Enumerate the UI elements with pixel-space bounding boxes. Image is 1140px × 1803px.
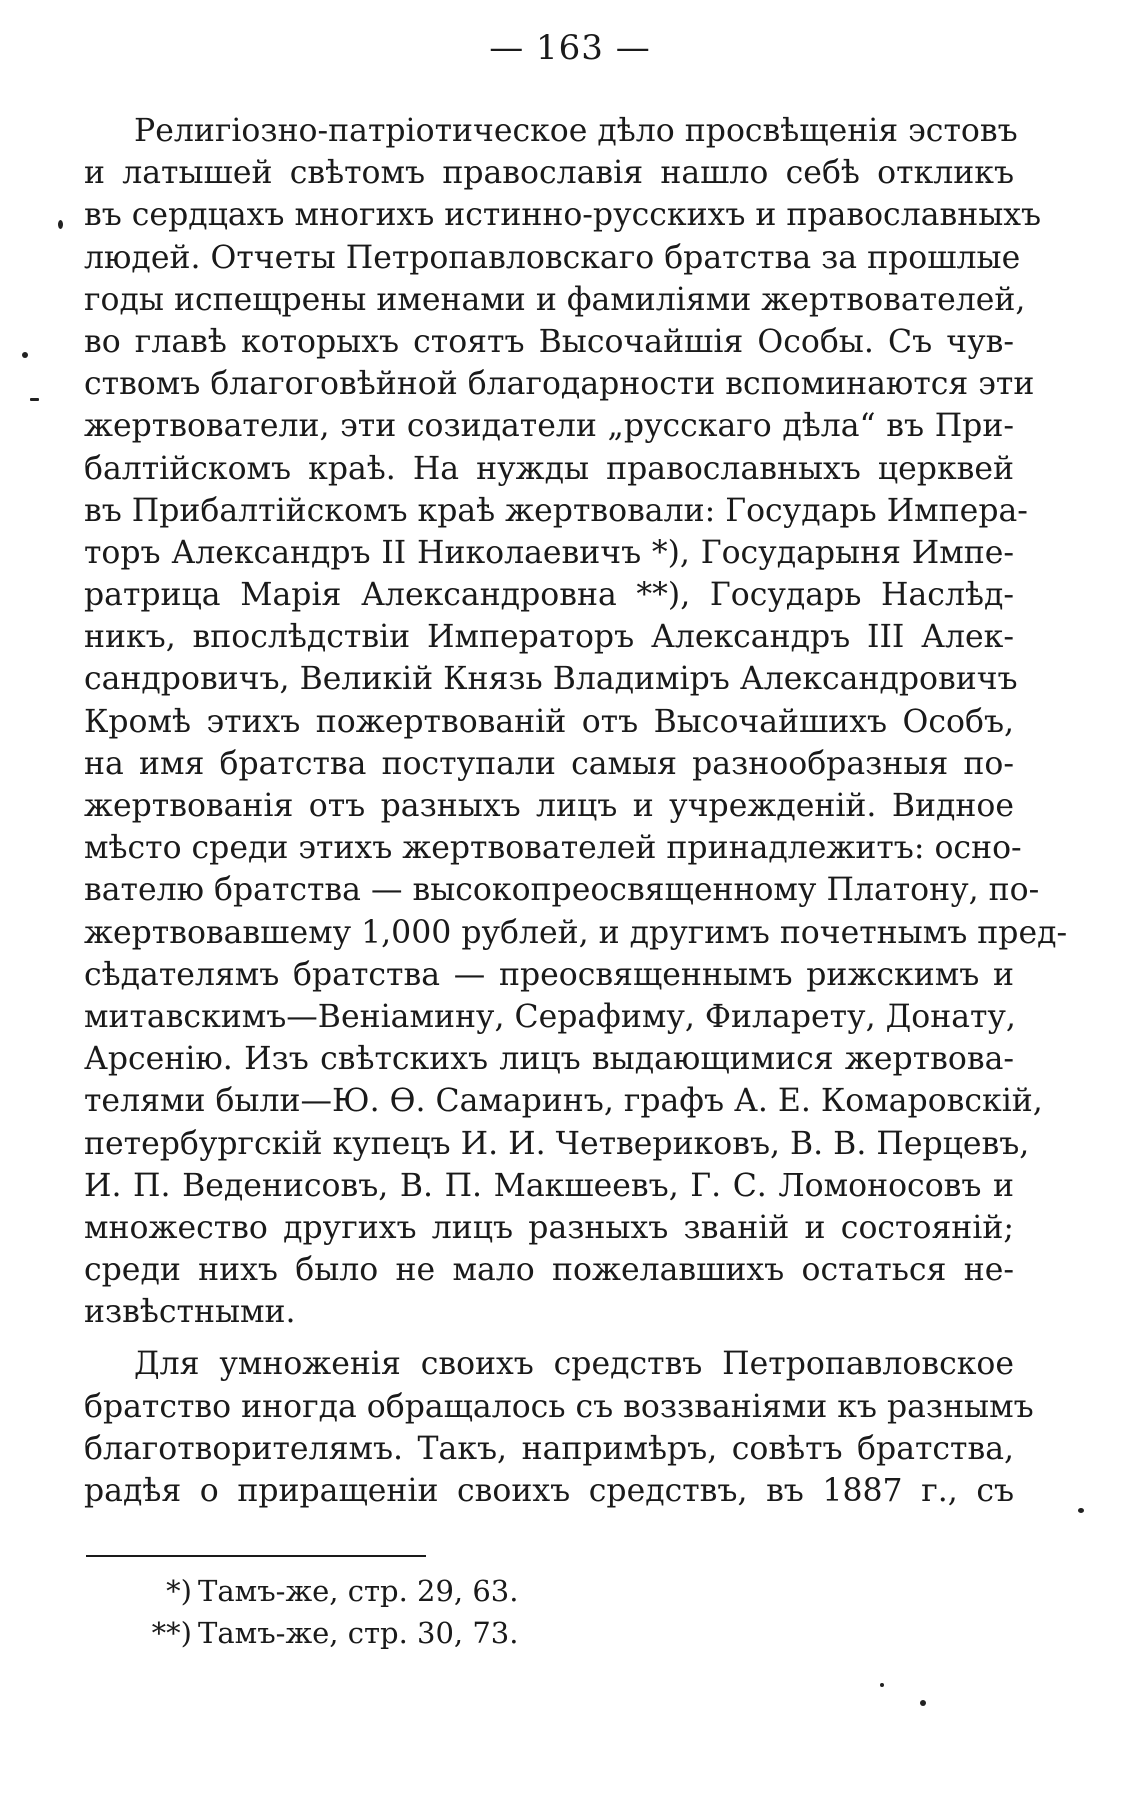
text-line: сѣдателямъ братства — преосвященнымъ рижскимъ и bbox=[84, 956, 1014, 993]
scan-speck bbox=[58, 220, 63, 229]
footnotes bbox=[130, 1570, 518, 1654]
paragraph-1 bbox=[84, 110, 1068, 1333]
footnote-mark: **) bbox=[151, 1616, 192, 1650]
text-line: торъ Александръ II Николаевичъ *), Государыня Импе- bbox=[84, 534, 1014, 571]
text-line: среди нихъ было не мало пожелавшихъ остаться не- bbox=[84, 1252, 1014, 1289]
scan-speck bbox=[880, 1683, 884, 1687]
text-line: Религіозно-патріотическое дѣло просвѣщенія эстовъ bbox=[134, 113, 1018, 149]
text-line: петербургскій купецъ И. И. Четвериковъ, В. В. Перцевъ, bbox=[84, 1125, 1030, 1162]
text-line: въ Прибалтійскомъ краѣ жертвовали: Государь Импера- bbox=[84, 492, 1028, 529]
text-line: телями были—Ю. Ѳ. Самаринъ, графъ А. Е. Комаровскій, bbox=[84, 1083, 1043, 1120]
paragraph-gap bbox=[84, 1333, 1014, 1343]
text-line: жертвователи, эти созидатели „русскаго дѣла“ въ При- bbox=[84, 408, 1014, 445]
text-line: Для умноженія своихъ средствъ Петропавловское bbox=[134, 1346, 1014, 1383]
text-line: ствомъ благоговѣйной благодарности вспоминаются эти bbox=[84, 366, 1035, 403]
scan-speck bbox=[22, 352, 28, 358]
text-line: вателю братства — высокопреосвященному Платону, по- bbox=[84, 872, 1040, 909]
footnote-text: Тамъ-же, стр. 29, 63. bbox=[198, 1574, 519, 1608]
text-line: братство иногда обращалось съ воззваніями къ разнымъ bbox=[84, 1388, 1034, 1425]
body-text bbox=[84, 110, 1068, 1512]
scan-speck bbox=[30, 398, 39, 401]
text-line: извѣстными. bbox=[84, 1294, 296, 1331]
text-line: никъ, впослѣдствіи Императоръ Александръ III Алек- bbox=[84, 619, 1014, 656]
text-line: жертвованія отъ разныхъ лицъ и учрежденій. Видное bbox=[84, 788, 1014, 824]
footnote bbox=[130, 1612, 518, 1654]
scan-speck bbox=[920, 1700, 926, 1706]
text-line: митавскимъ—Веніамину, Серафиму, Филарету, Донату, bbox=[84, 998, 1016, 1035]
text-line: И. П. Веденисовъ, В. П. Макшеевъ, Г. С. Ломоносовъ и bbox=[84, 1167, 1014, 1204]
text-line: жертвовавшему 1,000 рублей, и другимъ почетнымъ пред- bbox=[84, 914, 1068, 951]
text-line: множество другихъ лицъ разныхъ званій и состояній; bbox=[84, 1209, 1014, 1246]
text-line: людей. Отчеты Петропавловскаго братства за прошлые bbox=[84, 239, 1021, 276]
footnote-text: Тамъ-же, стр. 30, 73. bbox=[198, 1616, 519, 1650]
text-line: благотворителямъ. Такъ, напримѣръ, совѣтъ братства, bbox=[84, 1430, 1014, 1467]
paragraph-2 bbox=[84, 1343, 1034, 1512]
text-line: и латышей свѣтомъ православія нашло себѣ откликъ bbox=[84, 155, 1014, 192]
text-line: балтійскомъ краѣ. На нужды православныхъ церквей bbox=[84, 450, 1014, 487]
text-line: радѣя о приращеніи своихъ средствъ, въ 1887 г., съ bbox=[84, 1473, 1014, 1509]
footnote-divider bbox=[86, 1555, 426, 1557]
text-line: въ сердцахъ многихъ истинно-русскихъ и православныхъ bbox=[84, 197, 1042, 234]
text-line: годы испещрены именами и фамиліями жертвователей, bbox=[84, 281, 1026, 318]
text-line: Кромѣ этихъ пожертвованій отъ Высочайшихъ Особъ, bbox=[84, 703, 1014, 740]
footnote bbox=[130, 1570, 518, 1612]
text-line: мѣсто среди этихъ жертвователей принадлежитъ: осно- bbox=[84, 830, 1022, 867]
page-number: — 163 — bbox=[489, 28, 651, 68]
text-line: ратрица Марія Александровна **), Государь Наслѣд- bbox=[84, 577, 1014, 614]
text-line: на имя братства поступали самыя разнообразныя по- bbox=[84, 745, 1014, 782]
text-line: сандровичъ, Великій Князь Владиміръ Александровичъ bbox=[84, 661, 1018, 698]
text-line: во главѣ которыхъ стоятъ Высочайшія Особы. Съ чув- bbox=[84, 323, 1014, 360]
text-line: Арсенію. Изъ свѣтскихъ лицъ выдающимися жертвова- bbox=[84, 1041, 1014, 1078]
scan-speck bbox=[1078, 1508, 1084, 1513]
footnote-mark: *) bbox=[166, 1574, 192, 1608]
